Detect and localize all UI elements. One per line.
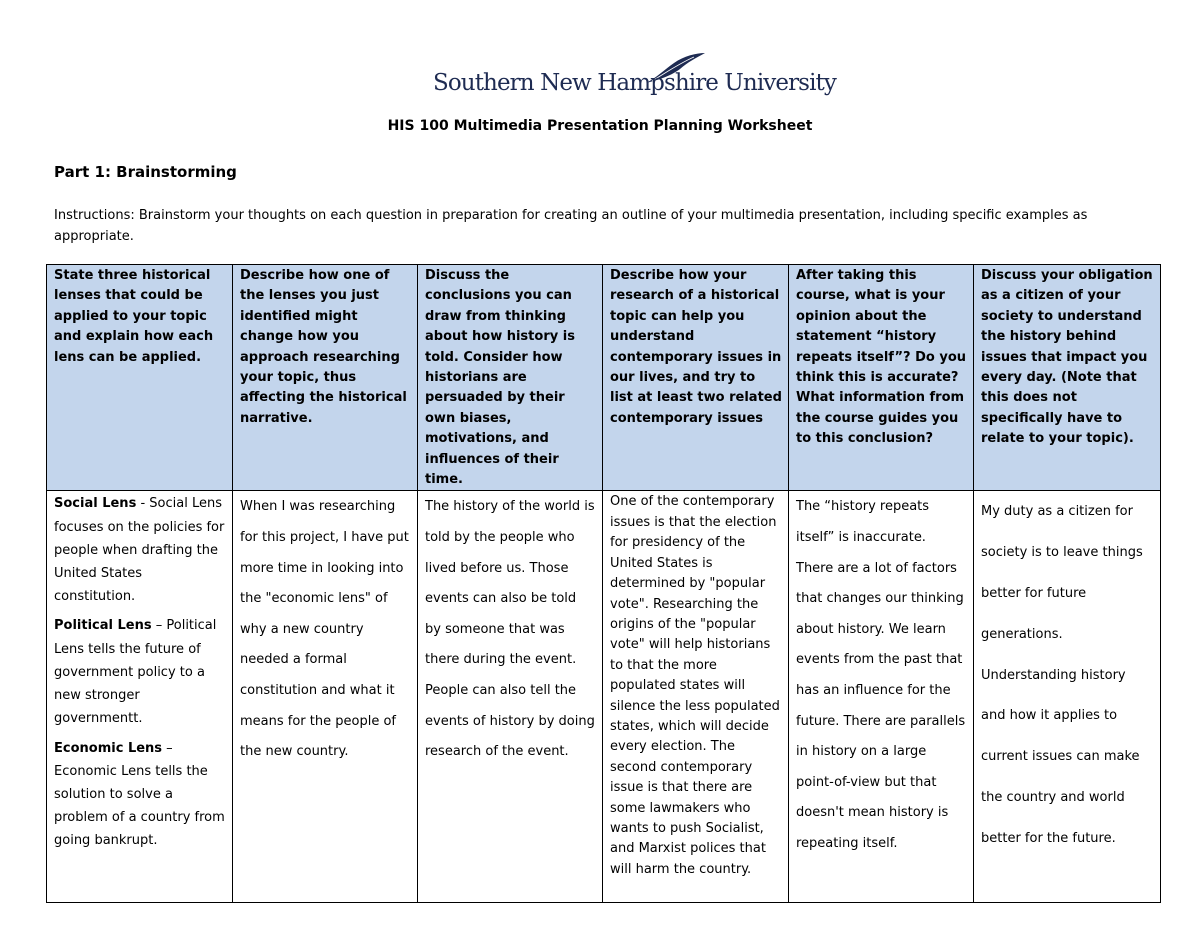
- lens-text: – Political Lens tells the future of government policy to a new stronger governmentt.: [54, 618, 217, 727]
- header-cell-contemporary: Describe how your research of a historical topic can help you understand contemporary issues in our lives, and try to list at least two related contemporary issues: [603, 265, 789, 491]
- cell-conclusions: The history of the world is told by the people who lived before us. Those events can also be told by someone that was there during the event. People can also tell the events of history by doing research of the event.: [418, 491, 603, 903]
- document-title: HIS 100 Multimedia Presentation Planning Worksheet: [387, 118, 813, 134]
- lens-item: [54, 737, 226, 853]
- header-cell-conclusions: Discuss the conclusions you can draw from thinking about how history is told. Consider how historians are persuaded by their own biases, motivations, and influences of their time.: [418, 265, 603, 491]
- table-row: [47, 491, 1161, 903]
- header-cell-approach: Describe how one of the lenses you just identified might change how you approach researching your topic, thus affecting the historical narrative.: [233, 265, 418, 491]
- cell-lenses: [47, 491, 233, 903]
- lens-text: - Social Lens focuses on the policies for people when drafting the United States constitution.: [54, 496, 225, 605]
- cell-approach: When I was researching for this project, I have put more time in looking into the "economic lens" of why a new country needed a formal constitution and what it means for the people of the new country.: [233, 491, 418, 903]
- header-cell-obligation: Discuss your obligation as a citizen of your society to understand the history behind issues that impact you every day. (Note that this does not specifically have to relate to your topic).: [974, 265, 1161, 491]
- snhu-logo: [433, 52, 836, 102]
- lens-name: Economic Lens: [54, 740, 163, 756]
- cell-obligation: My duty as a citizen for society is to leave things better for future generations. Understanding history and how it applies to current issues can make the country and world better for the future.: [974, 491, 1161, 903]
- table-header-row: [47, 265, 1161, 491]
- lens-item: [54, 614, 226, 730]
- lens-name: Social Lens: [54, 496, 137, 512]
- cell-opinion: The “history repeats itself” is inaccurate. There are a lot of factors that changes our thinking about history. We learn events from the past that has an influence for the future. There are parallels in history on a large point-of-view but that doesn't mean history is repeating itself.: [789, 491, 974, 903]
- header-cell-opinion: After taking this course, what is your opinion about the statement “history repeats itself”? Do you think this is accurate? What information from the course guides you to this conclusion?: [789, 265, 974, 491]
- part1-heading: Part 1: Brainstorming: [54, 163, 237, 181]
- lens-item: [54, 492, 226, 608]
- cell-contemporary: One of the contemporary issues is that the election for presidency of the United States is determined by "popular vote". Researching the origins of the "popular vote" will help historians to that the more populated states will silence the less populated states, which will decide every election. The second contemporary issue is that there are some lawmakers who wants to push Socialist, and Marxist polices that will harm the country.: [603, 491, 789, 903]
- header-cell-lenses: State three historical lenses that could be applied to your topic and explain how each lens can be applied.: [47, 265, 233, 491]
- instructions-text: Instructions: Brainstorm your thoughts on each question in preparation for creating an outline of your multimedia presentation, including specific examples as appropriate.: [54, 208, 1088, 244]
- lens-name: Political Lens: [54, 618, 152, 634]
- lens-text: – Economic Lens tells the solution to solve a problem of a country from going bankrupt.: [54, 740, 225, 849]
- brainstorm-table: [46, 264, 1161, 903]
- logo-wordmark: Southern New Hampshire University: [433, 70, 836, 96]
